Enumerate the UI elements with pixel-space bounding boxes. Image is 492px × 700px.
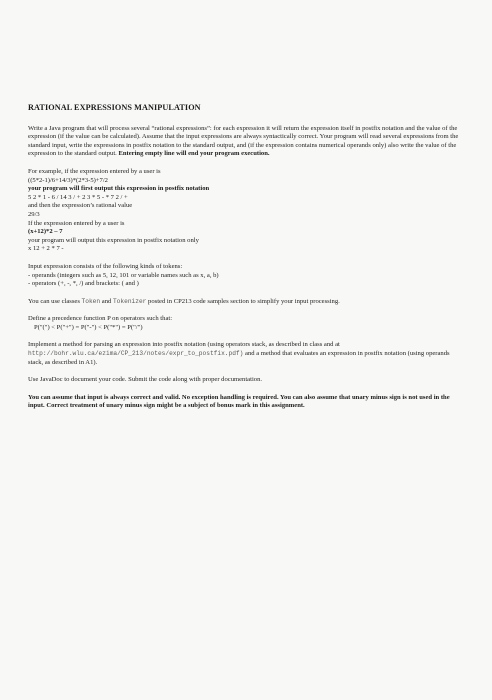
tokens-lead: Input expression consists of the following kinds of tokens: bbox=[28, 262, 183, 270]
implement-post: and a method that evaluates an expression in postfix notation (using operands stack, as described in A1). bbox=[28, 350, 450, 366]
example2-postfix: x 12 + 2 * 7 - bbox=[28, 245, 64, 253]
class-tokenizer: Tokenizer bbox=[112, 297, 147, 305]
implement-paragraph bbox=[28, 341, 464, 367]
example-2 bbox=[28, 220, 464, 254]
assignment-body bbox=[28, 104, 464, 411]
example2-output-label: your program will output this expression in postfix notation only bbox=[28, 236, 199, 244]
precedence-section bbox=[28, 315, 464, 332]
example1-value-label: and then the expression’s rational value bbox=[28, 202, 133, 210]
implement-pre: Implement a method for parsing an expression into postfix notation (using operators stack, as described in class and at bbox=[28, 341, 340, 349]
classes-post: posted in CP213 code samples section to simplify your input processing. bbox=[148, 297, 340, 305]
document-title: RATIONAL EXPRESSIONS MANIPULATION bbox=[28, 103, 201, 112]
example1-expression: ((5*2-1)/6+14/3)*(2*3-5)+7/2 bbox=[28, 176, 108, 184]
example1-lead: For example, if the expression entered by a user is bbox=[28, 167, 161, 175]
classes-paragraph bbox=[28, 298, 464, 307]
example1-output-label: your program will first output this expression in postfix notation bbox=[28, 185, 210, 193]
example1-value: 29/3 bbox=[28, 210, 40, 218]
final-note: You can assume that input is always correct and valid. No exception handling is required. You can also assume that unary minus sign is not used in the input. Correct treatment of unary minus sign might be a subject of bonus mark in this assignment. bbox=[28, 393, 450, 410]
tokens-item-operators: - operators (+, -, *, /) and brackets: ( and ) bbox=[28, 280, 139, 288]
example2-lead: If the expression entered by a user is bbox=[28, 219, 125, 227]
notes-url: http://bohr.wlu.ca/ezima/CP_213/notes/expr_to_postfix.pdf) bbox=[28, 350, 244, 358]
intro-text: Write a Java program that will process several “rational expressions”: for each expression it will return the expression itself in postfix notation and the value of the expression (if the value can be calculated). Assume that the input expressions are always syntactically correct. Your program will read several expressions from the standard input, write the expressions in postfix notation to the standard output, and (if the expression contains numerical operands only) also write the value of the expression to the standard output. bbox=[28, 124, 459, 158]
javadoc-paragraph: Use JavaDoc to document your code. Submit the code along with proper documentation. bbox=[28, 376, 263, 384]
example2-expression: (x+12)*2 – 7 bbox=[28, 228, 63, 236]
class-token: Token bbox=[81, 297, 101, 305]
tokens-item-operands: - operands (integers such as 5, 12, 101 or variable names such as x, a, b) bbox=[28, 271, 219, 279]
precedence-lead: Define a precedence function P on operators such that: bbox=[28, 315, 173, 323]
example1-postfix: 5 2 * 1 - 6 / 14 3 / + 2 3 * 5 - * 7 2 / + bbox=[28, 193, 128, 201]
example-1 bbox=[28, 168, 464, 220]
classes-pre: You can use classes bbox=[28, 297, 80, 305]
precedence-rule: P("(") < P("+") = P("-") < P("*") = P("/") bbox=[34, 323, 143, 331]
tokens-section bbox=[28, 263, 464, 289]
intro-bold-end: Entering empty line will end your program execution. bbox=[118, 150, 270, 158]
classes-mid: and bbox=[101, 297, 112, 305]
intro-paragraph bbox=[28, 125, 464, 159]
